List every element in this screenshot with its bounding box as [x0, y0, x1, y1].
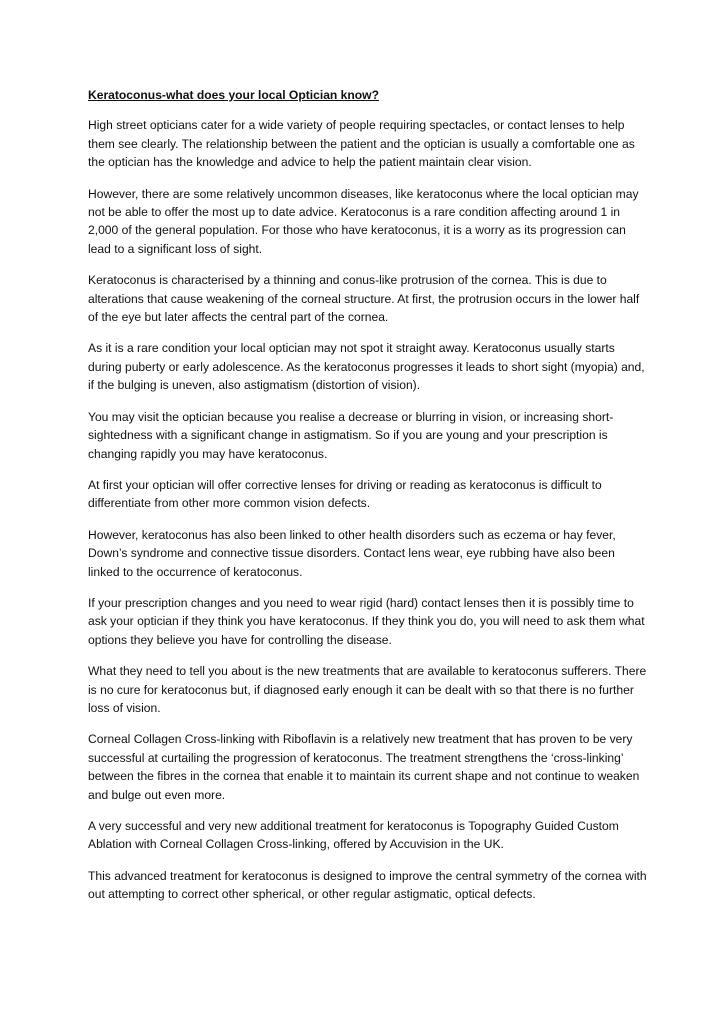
paragraph-4: As it is a rare condition your local optician may not spot it straight away. Keratoconus usually starts during puberty or early adolescence. As the keratoconus progresses it leads to short sight (myopia) and, if the bulging is uneven, also astigmatism (distortion of vision). — [88, 341, 645, 393]
paragraph-5: You may visit the optician because you realise a decrease or blurring in vision, or increasing short-sightedness with a significant change in astigmatism. So if you are young and your prescription is changing rapidly you may have keratoconus. — [88, 409, 614, 461]
paragraph-11: A very successful and very new additional treatment for keratoconus is Topography Guided Custom Ablation with Corneal Collagen Cross-linking, offered by Accuvision in the UK. — [88, 819, 619, 852]
document-page — [88, 86, 648, 917]
paragraph-6: At first your optician will offer corrective lenses for driving or reading as keratoconus is difficult to differentiate from other more common vision defects. — [88, 477, 602, 511]
paragraph-2: However, there are some relatively uncommon diseases, like keratoconus where the local optician may not be able to offer the most up to date advice. Keratoconus is a rare condition affecting around 1 in 2,000 of the general population. For those who have keratoconus, it is a worry as its progression can lead to a significant loss of sight. — [88, 186, 639, 256]
paragraph-10: Corneal Collagen Cross-linking with Riboflavin is a relatively new treatment that has proven to be very successful at curtailing the progression of keratoconus. The treatment strengthens the ‘cross-linking’ between the fibres in the cornea that enable it to maintain its current shape and not continue to weaken and bulge out even more. — [88, 732, 640, 802]
paragraph-8: If your prescription changes and you need to wear rigid (hard) contact lenses then it is possibly time to ask your optician if they think you have keratoconus. If they think you do, you will need to ask them what options they believe you have for controlling the disease. — [88, 595, 645, 647]
paragraph-9: What they need to tell you about is the new treatments that are available to keratoconus sufferers. There is no cure for keratoconus but, if diagnosed early enough it can be dealt with so that there is no further loss of vision. — [88, 664, 647, 715]
paragraph-1: High street opticians cater for a wide variety of people requiring spectacles, or contact lenses to help them see clearly. The relationship between the patient and the optician is usually a comfortable one as the optician has the knowledge and advice to help the patient maintain clear vision. — [88, 118, 635, 170]
document-title: Keratoconus-what does your local Optician know? — [88, 88, 379, 102]
paragraph-3: Keratoconus is characterised by a thinning and conus-like protrusion of the cornea. This is due to alterations that cause weakening of the corneal structure. At first, the protrusion occurs in the lower half of the eye but later affects the central part of the cornea. — [88, 273, 640, 325]
paragraph-7: However, keratoconus has also been linked to other health disorders such as eczema or hay fever, Down’s syndrome and connective tissue disorders. Contact lens wear, eye rubbing have also been linked to the occurrence of keratoconus. — [88, 527, 616, 579]
paragraph-12: This advanced treatment for keratoconus is designed to improve the central symmetry of the cornea with out attempting to correct other spherical, or other regular astigmatic, optical defects. — [88, 868, 647, 902]
